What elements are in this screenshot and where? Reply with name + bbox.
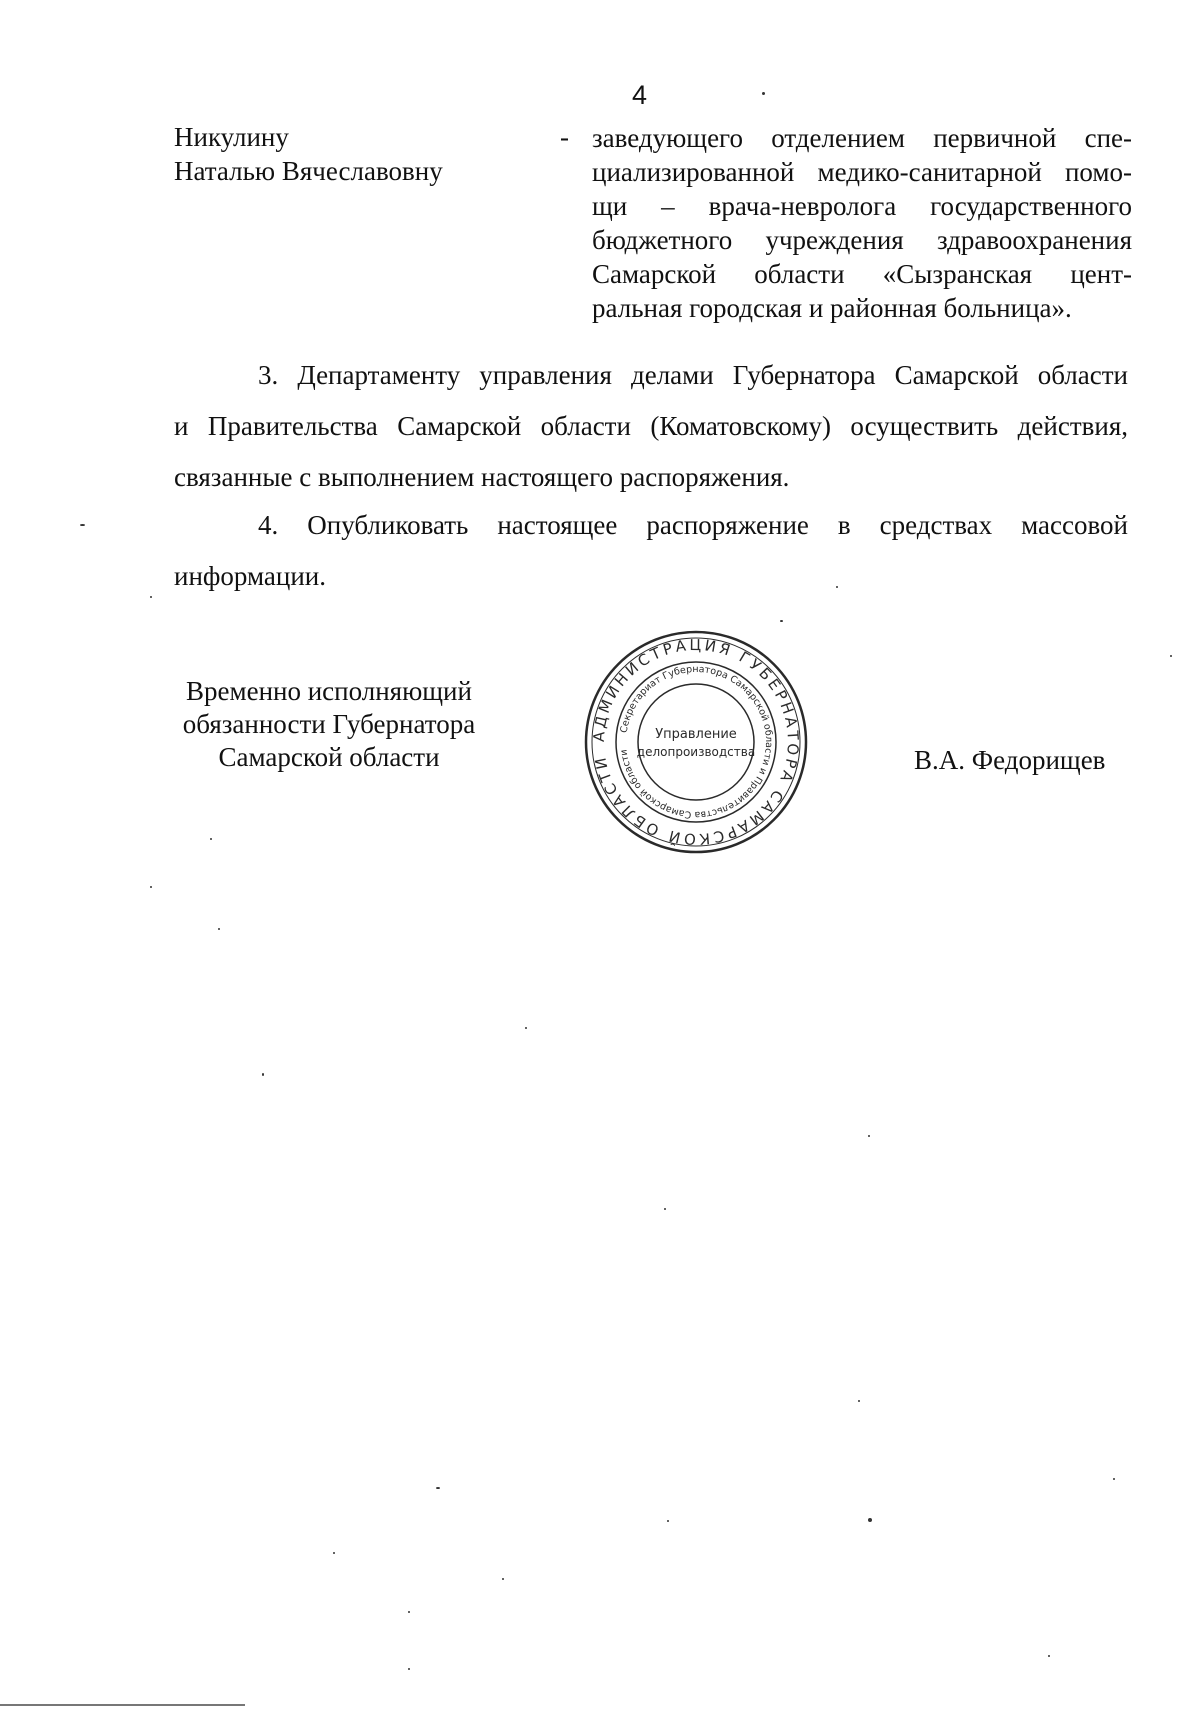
- page-number: 4: [632, 80, 648, 110]
- paragraph-line: информации.: [174, 561, 326, 591]
- scan-speck: [836, 586, 838, 588]
- scan-speck: [210, 838, 212, 840]
- scan-speck: [80, 524, 85, 526]
- paragraph-line: и Правительства Самарской области (Коматовскому) осуществить действия,: [174, 411, 1128, 441]
- paragraph-line: связанные с выполнением настоящего распоряжения.: [174, 462, 790, 492]
- scan-speck: [664, 1208, 666, 1210]
- seal-outer-text: АДМИНИСТРАЦИЯ ГУБЕРНАТОРА САМАРСКОЙ ОБЛАСТИ: [589, 635, 803, 849]
- seal-center-line2: делопроизводства: [636, 745, 756, 759]
- position-line: заведующего отделением первичной спе-: [592, 123, 1132, 153]
- scan-speck: [408, 1611, 410, 1613]
- scan-speck: [150, 886, 152, 888]
- scan-speck: [525, 1027, 527, 1029]
- signatory-title: [170, 675, 488, 774]
- paragraph-line: 3. Департаменту управления делами Губернатора Самарской области: [258, 360, 1128, 390]
- appointee-given-name: Наталью Вячеславовну: [174, 156, 443, 186]
- seal-middle-ring: [616, 662, 776, 822]
- appointee-dash: -: [560, 122, 569, 152]
- scan-speck: [333, 1552, 335, 1554]
- seal-graphic: [582, 628, 810, 856]
- signatory-title-line: Временно исполняющий: [186, 676, 472, 706]
- scan-speck: [780, 620, 783, 622]
- position-line: щи – врача-невролога государственного: [592, 191, 1132, 221]
- paragraph-3: [174, 350, 1128, 503]
- scan-speck: [218, 928, 220, 930]
- signatory-name: В.А. Федорищев: [914, 745, 1106, 775]
- scan-speck: [1170, 655, 1172, 657]
- scan-speck: [868, 1135, 870, 1137]
- scan-speck: [436, 1487, 440, 1489]
- scan-speck: [408, 1668, 410, 1670]
- scan-speck: [858, 1400, 860, 1402]
- appointee-surname: Никулину: [174, 122, 289, 152]
- scan-speck: [1048, 1655, 1050, 1657]
- signatory-title-line: Самарской области: [218, 742, 440, 772]
- signatory-title-line: обязанности Губернатора: [182, 709, 476, 739]
- seal-inner-ring: [638, 684, 754, 800]
- paragraph-4: [174, 500, 1128, 602]
- scan-speck: [1113, 1478, 1115, 1480]
- scan-speck: [262, 1073, 264, 1076]
- paragraph-line: 4. Опубликовать настоящее распоряжение в средствах массовой: [258, 510, 1128, 540]
- scan-speck: [762, 92, 765, 95]
- official-seal: [582, 628, 810, 856]
- scan-speck: [868, 1518, 872, 1522]
- appointee-position: [592, 121, 1132, 325]
- scan-speck: [150, 596, 152, 598]
- position-line: ральная городская и районная больница».: [592, 293, 1072, 323]
- appointee-name: [174, 120, 443, 188]
- seal-inner-text: Секретариат Губернатора Самарской области и Правительства Самарской области: [618, 663, 775, 821]
- scan-speck: [502, 1578, 504, 1580]
- position-line: бюджетного учреждения здравоохранения: [592, 225, 1132, 255]
- position-line: циализированной медико-санитарной помо-: [592, 157, 1132, 187]
- position-line: Самарской области «Сызранская цент-: [592, 259, 1132, 289]
- scan-edge-line: [0, 1704, 245, 1706]
- seal-center-line1: Управление: [655, 727, 737, 742]
- scan-speck: [667, 1520, 669, 1522]
